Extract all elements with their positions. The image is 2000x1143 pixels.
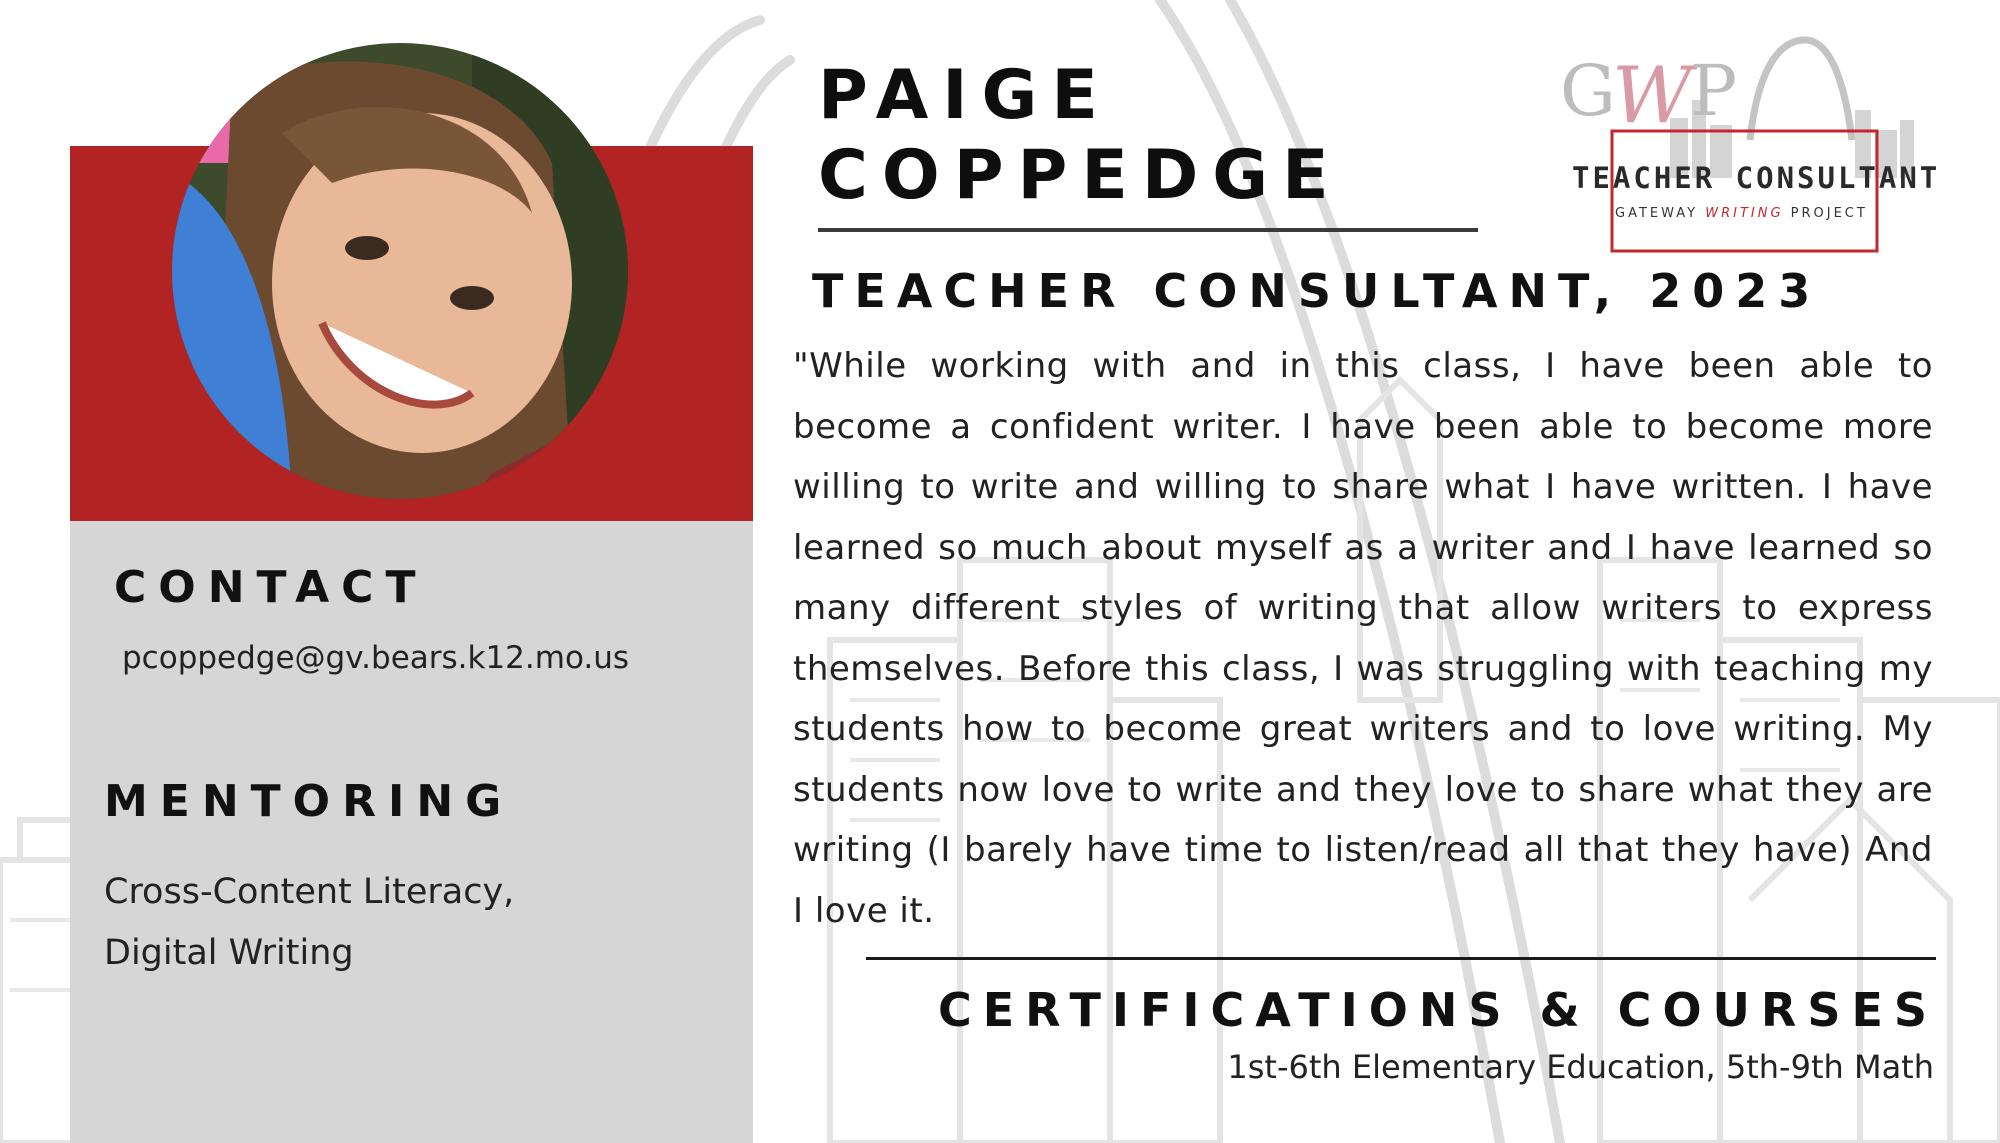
logo-subline-a: GATEWAY xyxy=(1615,206,1706,221)
last-name: COPPEDGE xyxy=(818,136,1343,215)
testimonial-quote: "While working with and in this class, I have been able to become a confident writer. I have been able to become more willing to write and willing to share what I have written. I have learned so much about myself as a writer and I have learned so many different styles of writing that allow writers to express themselves. Before this class, I was struggling with teaching my students how to become great writers and to love writing. My students now love to write and they love to share what they are writing (I barely have time to listen/read all that they have) And I love it. xyxy=(793,346,1933,931)
logo-letter-g: G xyxy=(1560,50,1616,132)
mentoring-item: Cross-Content Literacy, xyxy=(104,872,515,912)
name-divider xyxy=(818,228,1478,232)
logo-subline xyxy=(1615,206,1868,221)
mentoring-list xyxy=(104,862,704,984)
first-name: PAIGE xyxy=(818,56,1112,135)
logo-subline-b: WRITING xyxy=(1705,206,1784,221)
logo-subline-c: PROJECT xyxy=(1783,206,1868,221)
certifications-divider xyxy=(866,957,1936,960)
logo-headline: TEACHER CONSULTANT xyxy=(1572,161,1941,195)
mentoring-heading: MENTORING xyxy=(104,776,514,827)
role-title: TEACHER CONSULTANT, 2023 xyxy=(812,264,1822,318)
gwp-teacher-consultant-logo xyxy=(1560,30,1950,260)
certifications-text: 1st-6th Elementary Education, 5th-9th Math xyxy=(1227,1048,1934,1086)
contact-heading: CONTACT xyxy=(114,562,428,613)
profile-photo xyxy=(172,43,628,499)
certifications-heading: CERTIFICATIONS & COURSES xyxy=(937,983,1938,1037)
logo-letter-w: W xyxy=(1612,51,1693,141)
contact-email[interactable]: pcoppedge@gv.bears.k12.mo.us xyxy=(122,640,630,676)
mentoring-item: Digital Writing xyxy=(104,933,354,973)
logo-letter-p: P xyxy=(1690,50,1738,132)
person-name xyxy=(818,56,1343,216)
